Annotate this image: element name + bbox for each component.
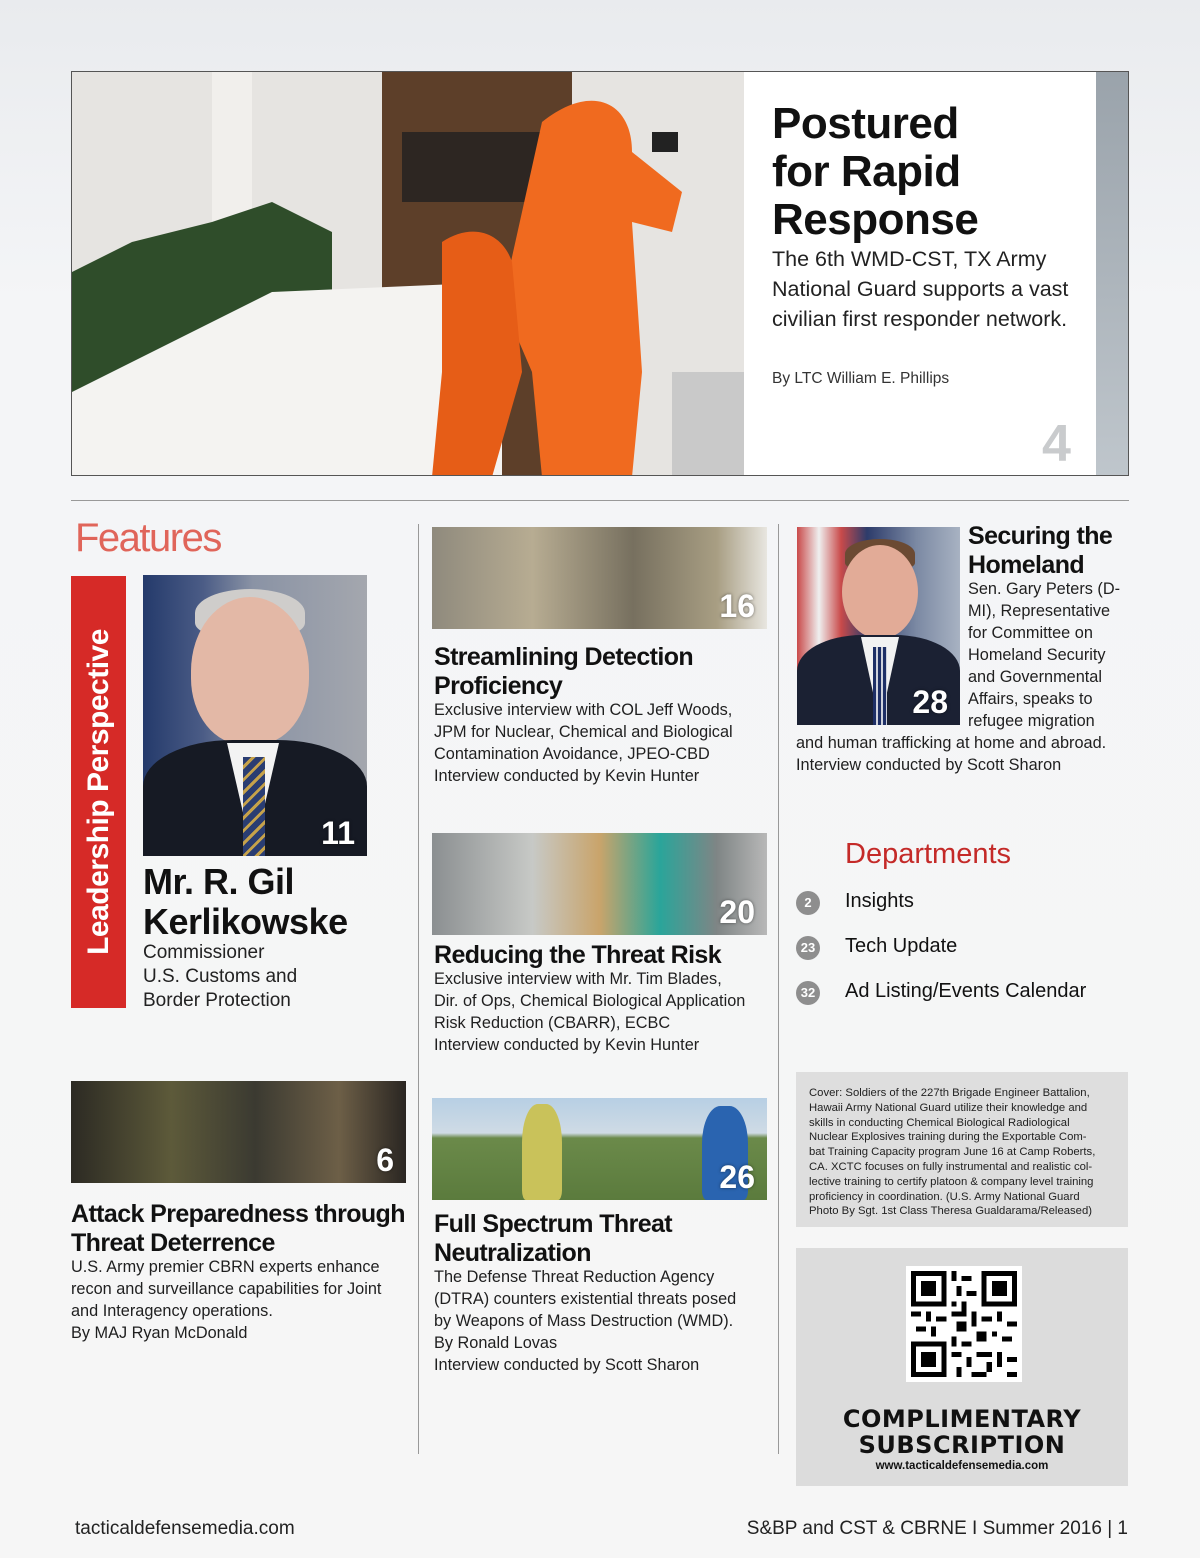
portrait-face [191, 597, 309, 745]
hero-photo-hazmat [72, 72, 744, 476]
article-20-photo[interactable] [432, 833, 767, 935]
portrait-tie [243, 757, 265, 856]
subscription-title-line: SUBSCRIPTION [858, 1431, 1066, 1459]
cover-caption-line: proficiency in coordination. (U.S. Army National Guard [809, 1190, 1080, 1203]
article-body-line: Interview conducted by Scott Sharon [796, 756, 1062, 774]
article-body-line: Risk Reduction (CBARR), ECBC [434, 1014, 671, 1032]
article-body-line: refugee migration [968, 712, 1095, 730]
cover-caption-line: Cover: Soldiers of the 227th Brigade Engineer Battalion, [809, 1087, 1090, 1099]
article-26-title[interactable] [434, 1210, 764, 1268]
article-body-line: Exclusive interview with COL Jeff Woods, [434, 701, 733, 719]
article-body-line: and Interagency operations. [71, 1302, 273, 1320]
leadership-name-line: Kerlikowske [143, 901, 348, 942]
article-28-title[interactable] [968, 522, 1128, 580]
features-heading: Features [75, 516, 221, 560]
article-title-line: Streamlining Detection [434, 643, 694, 671]
column-divider [418, 524, 419, 1454]
article-body-line: JPM for Nuclear, Chemical and Biological [434, 723, 733, 741]
article-body-line: Sen. Gary Peters (D- [968, 580, 1121, 598]
article-body-line: Contamination Avoidance, JPEO-CBD [434, 745, 710, 763]
section-divider [71, 500, 1129, 501]
hero-subtitle: The 6th WMD-CST, TX Army National Guard supports a vast civilian first responder network. [772, 247, 1069, 331]
article-body-line: Homeland Security [968, 646, 1106, 664]
article-16-summary [434, 699, 764, 787]
article-title-line: Threat Deterrence [71, 1229, 275, 1257]
page-number-badge: 16 [719, 588, 755, 624]
leadership-title [143, 941, 297, 1013]
article-6-summary [71, 1256, 411, 1344]
article-body-line: Interview conducted by Scott Sharon [434, 1356, 700, 1374]
department-page-badge: 2 [796, 891, 820, 915]
page-number-badge: 6 [376, 1142, 394, 1178]
department-page-badge: 23 [796, 936, 820, 960]
qr-code-graphic [911, 1271, 1017, 1377]
hero-title-line: for Rapid [772, 147, 961, 196]
cover-caption-line: skills in conducting Chemical Biological Radiological [809, 1116, 1070, 1129]
cover-caption-line: Nuclear Explosives training during the Exportable Com- [809, 1131, 1087, 1144]
hero-title-line: Response [772, 195, 979, 244]
department-label: Ad Listing/Events Calendar [845, 980, 1087, 1002]
portrait-face [842, 545, 918, 639]
article-body-line: U.S. Army premier CBRN experts enhance [71, 1258, 380, 1276]
hero-photo-strip [1096, 72, 1129, 476]
leadership-perspective-label: Leadership Perspective [82, 629, 115, 955]
departments-heading: Departments [845, 838, 1012, 870]
article-20-summary [434, 968, 769, 1056]
article-body-line: by Weapons of Mass Destruction (WMD). [434, 1312, 734, 1330]
article-title-line: Attack Preparedness through [71, 1200, 405, 1228]
hazmat-figure [522, 1104, 562, 1200]
article-6-title[interactable] [71, 1200, 411, 1258]
cover-caption-box [796, 1072, 1128, 1227]
leadership-title-line: Commissioner [143, 942, 265, 963]
page-number-badge: 26 [719, 1159, 755, 1195]
department-label: Insights [845, 890, 914, 912]
subscription-title-line: COMPLIMENTARY [842, 1405, 1082, 1433]
cover-caption [809, 1086, 1116, 1219]
article-title-line: Proficiency [434, 672, 563, 700]
article-title-line: Securing the [968, 522, 1113, 550]
article-title-line: Full Spectrum Threat [434, 1210, 673, 1238]
article-body-line: Interview conducted by Kevin Hunter [434, 1036, 700, 1054]
page-number-badge: 11 [321, 815, 355, 851]
page-number-badge: 20 [719, 894, 755, 930]
article-16-title[interactable] [434, 643, 764, 701]
article-body-line: for Committee on [968, 624, 1093, 642]
portrait-tie [873, 647, 887, 725]
article-body-line: By Ronald Lovas [434, 1334, 558, 1352]
kerlikowske-portrait[interactable] [143, 575, 367, 856]
article-body-line: By MAJ Ryan McDonald [71, 1324, 248, 1342]
subscription-box[interactable] [796, 1248, 1128, 1486]
cover-caption-line: Photo By Sgt. 1st Class Theresa Gualdarama/Released) [809, 1205, 1092, 1218]
article-28-portrait[interactable] [797, 527, 960, 725]
hero-byline: By LTC William E. Phillips [772, 370, 950, 387]
subscription-url-link[interactable]: www.tacticaldefensemedia.com [875, 1460, 1049, 1472]
footer-issue-info: S&BP and CST & CBRNE I Summer 2016 | 1 [746, 1518, 1128, 1539]
cover-caption-line: bat Training Capacity program June 16 at Camp Roberts, [809, 1146, 1096, 1159]
hero-title[interactable] [772, 100, 1092, 244]
hero-photo-illustration [72, 72, 744, 476]
footer-website[interactable]: tacticaldefensemedia.com [75, 1518, 295, 1539]
column-divider [778, 524, 779, 1454]
article-body-line: and Governmental [968, 668, 1102, 686]
article-title-line: Reducing the Threat Risk [434, 941, 722, 969]
department-label: Tech Update [845, 935, 958, 957]
hero-page-number: 4 [1042, 415, 1071, 473]
article-title-line: Neutralization [434, 1239, 591, 1267]
article-28-summary [968, 578, 1128, 732]
article-body-line: recon and surveillance capabilities for Joint [71, 1280, 382, 1298]
cover-caption-line: Hawaii Army National Guard utilize their knowledge and [809, 1101, 1088, 1114]
article-body-line: and human trafficking at home and abroad. [796, 734, 1107, 752]
cover-caption-line: CA. XCTC focuses on fully instrumental and realistic col- [809, 1160, 1093, 1173]
hero-title-line: Postured [772, 99, 959, 148]
article-28-summary-continued [796, 732, 1136, 776]
article-20-title[interactable] [434, 941, 764, 970]
article-body-line: Dir. of Ops, Chemical Biological Application [434, 992, 746, 1010]
qr-code-icon[interactable] [906, 1266, 1022, 1382]
article-26-photo[interactable] [432, 1098, 767, 1200]
leadership-title-line: Border Protection [143, 990, 291, 1011]
article-16-photo[interactable] [432, 527, 767, 629]
article-body-line: Interview conducted by Kevin Hunter [434, 767, 700, 785]
page-number-badge: 28 [912, 684, 948, 720]
cover-caption-line: lective training to certify platoon & company level training [809, 1175, 1094, 1188]
article-body-line: The Defense Threat Reduction Agency [434, 1268, 715, 1286]
article-body-line: MI), Representative [968, 602, 1111, 620]
article-body-line: Affairs, speaks to [968, 690, 1093, 708]
article-26-summary [434, 1266, 764, 1376]
article-title-line: Homeland [968, 551, 1085, 579]
article-body-line: (DTRA) counters existential threats posed [434, 1290, 737, 1308]
hero-feature[interactable] [71, 71, 1129, 476]
leadership-name[interactable] [143, 862, 348, 942]
department-page-badge: 32 [796, 981, 820, 1005]
leadership-title-line: U.S. Customs and [143, 966, 298, 987]
article-6-photo[interactable] [71, 1081, 406, 1183]
leadership-name-line: Mr. R. Gil [143, 861, 295, 902]
article-body-line: Exclusive interview with Mr. Tim Blades, [434, 970, 722, 988]
